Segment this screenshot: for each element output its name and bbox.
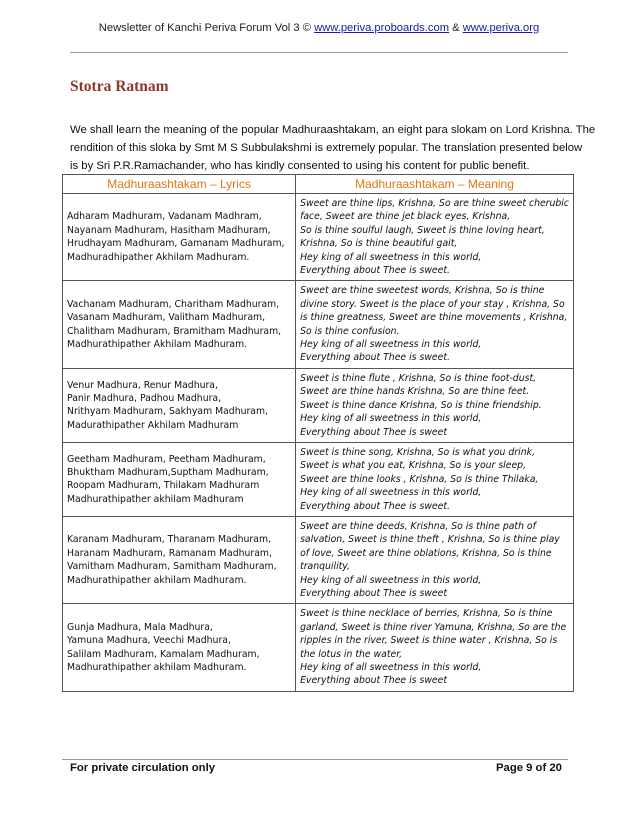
meaning-line: Sweet is thine dance Krishna, So is thine friendship. bbox=[300, 399, 542, 411]
periva-org-link[interactable]: www.periva.org bbox=[462, 22, 540, 34]
meaning-line: Hey king of all sweetness in this world, bbox=[300, 339, 482, 351]
lyric-line: Adharam Madhuram, Vadanam Madhram, bbox=[67, 211, 262, 223]
meaning-line: the lotus in the water, bbox=[300, 648, 403, 660]
meaning-line: garland, Sweet is thine river Yamuna, Krishna, So are the bbox=[300, 621, 567, 633]
meaning-line: Sweet is thine song, Krishna, So is what you drink, bbox=[300, 446, 535, 458]
meaning-line: divine story. Sweet is the place of your stay , Krishna, So bbox=[300, 298, 565, 310]
header-text: Newsletter of Kanchi Periva Forum Vol 3 © bbox=[98, 22, 315, 34]
lyrics-cell bbox=[63, 194, 296, 281]
lyric-line: Panir Madhura, Padhou Madhura, bbox=[67, 392, 222, 404]
lyric-line: Madhurathipather Akhilam Madhuram. bbox=[67, 339, 248, 351]
meaning-line: Sweet are thine lips, Krishna, So are thine sweet cherubic bbox=[300, 198, 569, 209]
lyrics-cell bbox=[63, 516, 296, 603]
lyric-line: Madurathipather Akhilam Madhuram bbox=[67, 419, 239, 431]
header-divider bbox=[70, 52, 568, 53]
lyric-line: Madhuradhipather Akhilam Madhuram. bbox=[67, 251, 250, 263]
lyric-line: Nayanam Madhuram, Hasitham Madhuram, bbox=[67, 224, 271, 236]
lyrics-cell bbox=[63, 604, 296, 691]
meaning-line: Everything about Thee is sweet bbox=[300, 426, 448, 438]
footer-page-number: Page 9 of 20 bbox=[496, 762, 562, 774]
lyric-line: Geetham Madhuram, Peetham Madhuram, bbox=[67, 453, 266, 465]
lyric-line: Chalitham Madhuram, Bramitham Madhuram, bbox=[67, 325, 282, 337]
intro-line: We shall learn the meaning of the popular Madhuraashtakam, an eight para slokam on Lord Krishna. The bbox=[70, 124, 596, 136]
table-row bbox=[63, 442, 574, 516]
meaning-line: Hey king of all sweetness in this world, bbox=[300, 251, 482, 263]
lyric-line: Madhurathipather akhilam Madhuram bbox=[67, 493, 244, 505]
footer-divider bbox=[62, 759, 568, 760]
meaning-line: face, Sweet are thine jet black eyes, Krishna, bbox=[300, 211, 511, 223]
lyric-line: Haranam Madhuram, Ramanam Madhuram, bbox=[67, 547, 272, 559]
meaning-line: Everything about Thee is sweet. bbox=[300, 265, 450, 277]
table-row bbox=[63, 194, 574, 281]
lyric-line: Salilam Madhuram, Kamalam Madhuram, bbox=[67, 648, 260, 660]
meaning-line: So is thine soulful laugh, Sweet is thine loving heart, bbox=[300, 224, 545, 236]
meaning-line: Sweet are thine hands Krishna, So are thine feet. bbox=[300, 386, 530, 398]
section-title: Stotra Ratnam bbox=[70, 78, 169, 95]
meaning-line: Sweet are thine sweetest words, Krishna, So is thine bbox=[300, 285, 545, 297]
table-body bbox=[63, 194, 574, 692]
lyric-line: Madhurathipather akhilam Madhuram. bbox=[67, 574, 247, 586]
intro-paragraph bbox=[70, 121, 596, 175]
lyric-line: Madhurathipather akhilam Madhuram. bbox=[67, 662, 247, 673]
intro-line: is by Sri P.R.Ramachander, who has kindly consented to using his content for public benefit. bbox=[70, 160, 530, 172]
table-row bbox=[63, 604, 574, 691]
lyrics-cell bbox=[63, 368, 296, 442]
meaning-line: Everything about Thee is sweet. bbox=[300, 500, 450, 512]
meaning-line: Everything about Thee is sweet. bbox=[300, 352, 450, 364]
lyrics-cell bbox=[63, 442, 296, 516]
lyric-line: Yamuna Madhura, Veechi Madhura, bbox=[67, 635, 231, 647]
lyric-line: Hrudhayam Madhuram, Gamanam Madhuram, bbox=[67, 238, 285, 250]
meaning-line: Krishna, So is thine beautiful gait, bbox=[300, 238, 458, 250]
meaning-line: tranquility, bbox=[300, 561, 351, 573]
meaning-line: ripples in the river, Sweet is thine water , Krishna, So is bbox=[300, 635, 558, 647]
lyrics-cell bbox=[63, 281, 296, 368]
lyric-line: Roopam Madhuram, Thilakam Madhuram bbox=[67, 480, 260, 492]
meaning-cell bbox=[296, 281, 574, 368]
madhuraashtakam-table bbox=[62, 174, 574, 692]
lyric-line: Vachanam Madhuram, Charitham Madhuram, bbox=[67, 298, 280, 310]
header-separator: & bbox=[449, 22, 463, 34]
meaning-line: Sweet is what you eat, Krishna, So is your sleep, bbox=[300, 460, 527, 472]
intro-line: rendition of this sloka by Smt M S Subbulakshmi is extremely popular. The translation presented below bbox=[70, 142, 583, 154]
meaning-line: So is thine confusion. bbox=[300, 325, 400, 337]
lyric-line: Karanam Madhuram, Tharanam Madhuram, bbox=[67, 534, 271, 546]
meaning-line: Everything about Thee is sweet bbox=[300, 675, 448, 687]
meaning-line: Sweet is thine necklace of berries, Krishna, So is thine bbox=[300, 608, 553, 620]
meaning-cell bbox=[296, 442, 574, 516]
meaning-line: salvation, Sweet is thine theft , Krishna, So is thine play bbox=[300, 534, 560, 546]
table-row bbox=[63, 281, 574, 368]
table-header-row bbox=[63, 175, 574, 194]
meaning-line: Sweet are thine deeds, Krishna, So is thine path of bbox=[300, 520, 536, 532]
page-header bbox=[70, 22, 568, 34]
meaning-cell bbox=[296, 516, 574, 603]
lyric-line: Vamitham Madhuram, Samitham Madhuram, bbox=[67, 561, 277, 573]
meaning-line: is thine greatness, Sweet are thine movements , Krishna, bbox=[300, 312, 568, 324]
meaning-line: Hey king of all sweetness in this world, bbox=[300, 662, 482, 673]
proboards-link[interactable]: www.periva.proboards.com bbox=[314, 22, 450, 34]
table-row bbox=[63, 368, 574, 442]
meaning-cell bbox=[296, 194, 574, 281]
lyric-line: Bhuktham Madhuram,Suptham Madhuram, bbox=[67, 467, 269, 479]
meaning-line: Hey king of all sweetness in this world, bbox=[300, 574, 482, 586]
meaning-line: of love, Sweet are thine oblations, Krishna, So is thine bbox=[300, 547, 552, 559]
meaning-cell bbox=[296, 368, 574, 442]
meaning-line: Everything about Thee is sweet bbox=[300, 587, 448, 599]
lyric-line: Gunja Madhura, Mala Madhura, bbox=[67, 621, 213, 633]
meaning-column-header: Madhuraashtakam – Meaning bbox=[296, 175, 574, 194]
lyrics-column-header: Madhuraashtakam – Lyrics bbox=[63, 175, 296, 194]
lyric-line: Venur Madhura, Renur Madhura, bbox=[67, 379, 218, 391]
lyric-line: Vasanam Madhuram, Valitham Madhuram, bbox=[67, 312, 266, 324]
meaning-cell bbox=[296, 604, 574, 691]
footer-circulation-note: For private circulation only bbox=[70, 762, 216, 774]
meaning-line: Hey king of all sweetness in this world, bbox=[300, 413, 482, 425]
table-row bbox=[63, 516, 574, 603]
meaning-line: Sweet are thine looks , Krishna, So is thine Thilaka, bbox=[300, 473, 539, 485]
meaning-line: Sweet is thine flute , Krishna, So is thine foot-dust, bbox=[300, 372, 537, 384]
meaning-line: Hey king of all sweetness in this world, bbox=[300, 487, 482, 499]
lyric-line: Nrithyam Madhuram, Sakhyam Madhuram, bbox=[67, 406, 269, 418]
